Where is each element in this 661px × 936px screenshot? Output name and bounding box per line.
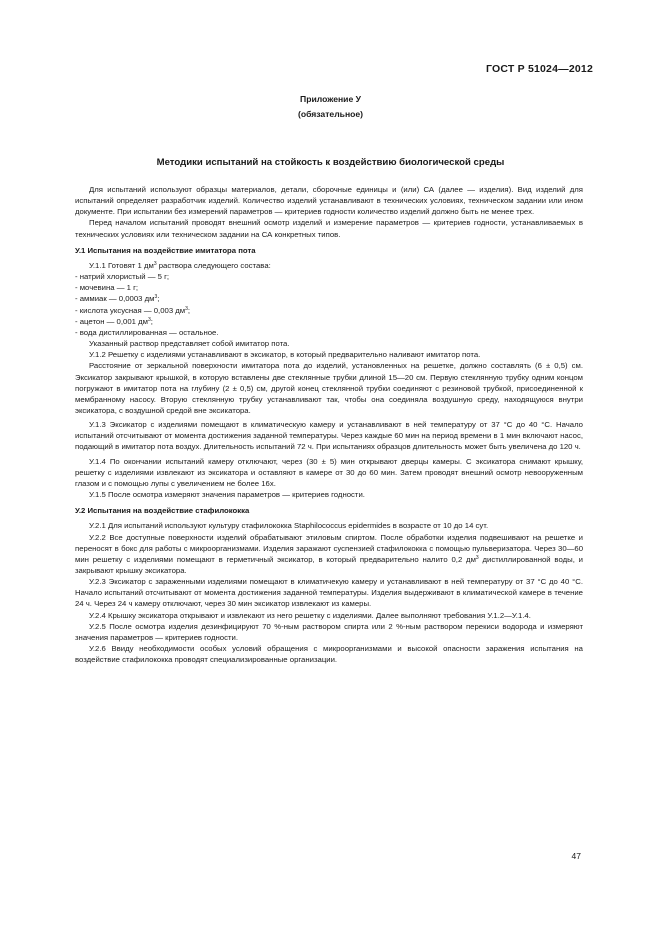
clause-text: дистиллированной воды, и закрывают крышку эксикатора.	[75, 554, 583, 575]
clause-u-2-3: У.2.3 Эксикатор с зараженными изделиями помещают в климатичекую камеру и устанавливают в ней температуру от 37 °С до 40 °С. Начало испытаний отсчитывают от момента достижения заданной температуры. Изделия выдерживают в климатической камере в течение 24 ч. Через 24 ч камеру отключают, через 30 мин эксикатор извлекают из камеры.	[75, 577, 583, 609]
superscript: 3	[154, 294, 158, 301]
section-heading-1: У.1 Испытания на воздействие имитатора пота	[75, 245, 256, 255]
clause-u-1-4: У.1.4 По окончании испытаний камеру отключают, через (30 ± 5) мин открывают дверцы камеры. С эксикатора снимают крышку, решетку с изделиями извлекают из эксикатора и оставляют в камере от 30 до 60 мин. Затем проводят внешний осмотр невооруженным глазом и с помощью лупы с увеличением не более 16х.	[75, 456, 583, 488]
list-item-text: - ацетон — 0,001 дм	[75, 316, 148, 326]
list-item	[75, 305, 583, 316]
intro-paragraph-1: Для испытаний используют образцы материалов, детали, сборочные единицы и (или) СА (далее — изделия). Вид изделий для испытаний определяет разработчик изделий. Количество изделий устанавливают в технических условиях, техническом задании или ином документе. При испытании без измерений параметров — критериев годности количество изделий должно быть не менее трех.	[75, 185, 583, 217]
solution-note: Указанный раствор представляет собой имитатор пота.	[89, 339, 290, 349]
list-item: - натрий хлористый — 5 г;	[75, 272, 170, 282]
clause-u-2-5: У.2.5 После осмотра изделия дезинфицируют 70 %-ным раствором спирта или 2 %-ным раствором перекиси водорода и измеряют значения параметров — критериев годности.	[75, 621, 583, 642]
list-item-text: ;	[150, 316, 153, 326]
list-item: - мочевина — 1 г;	[75, 283, 139, 293]
clause-u-1-2-text: Расстояние от зеркальной поверхности имитатора пота до изделий, установленных на решетке, должно составлять (6 ± 0,5) см. Эксикатор закрывают крышкой, в которую вставлены две стеклянные трубки длиной 15—20 см. Первую стеклянную трубку одним концом погружают в имитатор пота на глубину (2 ± 0,5) см, другой конец стеклянной трубки соединяют с резиновой трубкой, присоединенной к мембранному насосу. Вторую стеклянную трубку устанавливают так, чтобы она соединяла воздушную среду, находящуюся внутри эксикатора, с воздушной средой вне эксикатора.	[75, 361, 583, 415]
list-item-text: ;	[187, 305, 191, 315]
page-title: Методики испытаний на стойкость к воздействию биологической среды	[156, 157, 505, 168]
list-item-text: - кислота уксусная — 0,003 дм	[75, 305, 186, 315]
appendix-status: (обязательное)	[297, 109, 364, 119]
section-heading-2: У.2 Испытания на воздействие стафилококка	[75, 506, 250, 516]
clause-u-1-5: У.1.5 После осмотра измеряют значения параметров — критериев годности.	[89, 490, 365, 500]
clause-u-1-3: У.1.3 Эксикатор с изделиями помещают в климатическую камеру и устанавливают в ней температуру от 37 °С до 40 °С. Начало испытаний отсчитывают от момента достижения заданной температуры. Через каждые 60 мин на период времени в 1 мин включают насос, подающий в имитатор пота воздух. Длительность испытаний 72 ч. При испытаниях образцов длительность может быть увеличена до 120 ч.	[75, 420, 583, 452]
clause-u-2-4: У.2.4 Крышку эксикатора открывают и извлекают из него решетку с изделиями. Далее выполняют требования У.1.2—У.1.4.	[89, 610, 531, 620]
clause-u-1-2: У.1.2 Решетку с изделиями устанавливают в эксикатор, в который предварительно наливают имитатор пота.	[89, 350, 481, 360]
intro-paragraph-2: Перед началом испытаний проводят внешний осмотр изделий и измерение параметров — критериев годности, устанавливаемых в технических условиях или техническом задании на СА конкретных типов.	[75, 218, 583, 239]
clause-text: У.1.1 Готовят 1 дм	[89, 260, 154, 270]
superscript: 3	[475, 554, 479, 561]
superscript: 3	[153, 260, 157, 267]
list-item	[75, 316, 583, 327]
document-body	[75, 184, 583, 665]
list-item-text: ;	[157, 294, 160, 304]
list-item: - вода дистиллированная — остальное.	[75, 327, 219, 337]
clause-u-1-1	[75, 260, 583, 271]
superscript: 3	[147, 316, 151, 323]
appendix-label: Приложение У	[300, 94, 361, 104]
clause-u-2-6: У.2.6 Ввиду необходимости особых условий обращения с микроорганизмами и высокой опасности заражения испытания на воздействие стафилококка проводят специализированные организации.	[75, 644, 583, 665]
clause-u-2-1: У.2.1 Для испытаний используют культуру стафилококка Staphilococcus epidermides в возрасте от 10 до 14 сут.	[89, 521, 489, 531]
clause-u-2-2	[75, 532, 583, 577]
standard-designation: ГОСТ Р 51024—2012	[485, 63, 593, 75]
page-number: 47	[571, 851, 581, 861]
superscript: 3	[185, 305, 188, 312]
clause-text: У.2.2 Все доступные поверхности изделий обрабатывают этиловым спиртом. После обработки изделия подвешивают на решетке и переносят в бокс для работы с микроорганизмами. Изделия заражают суспензией стафилококка с помощью пульверизатора. Через 30—60 мин решетку с изделиями помещают в герметичный эксикатор, в который предварительно налито 0,2 дм	[75, 532, 583, 564]
list-item-text: - аммиак — 0,0003 дм	[75, 294, 155, 304]
list-item	[75, 293, 583, 304]
clause-text: раствора следующего состава:	[156, 260, 271, 270]
appendix-block	[0, 92, 661, 122]
